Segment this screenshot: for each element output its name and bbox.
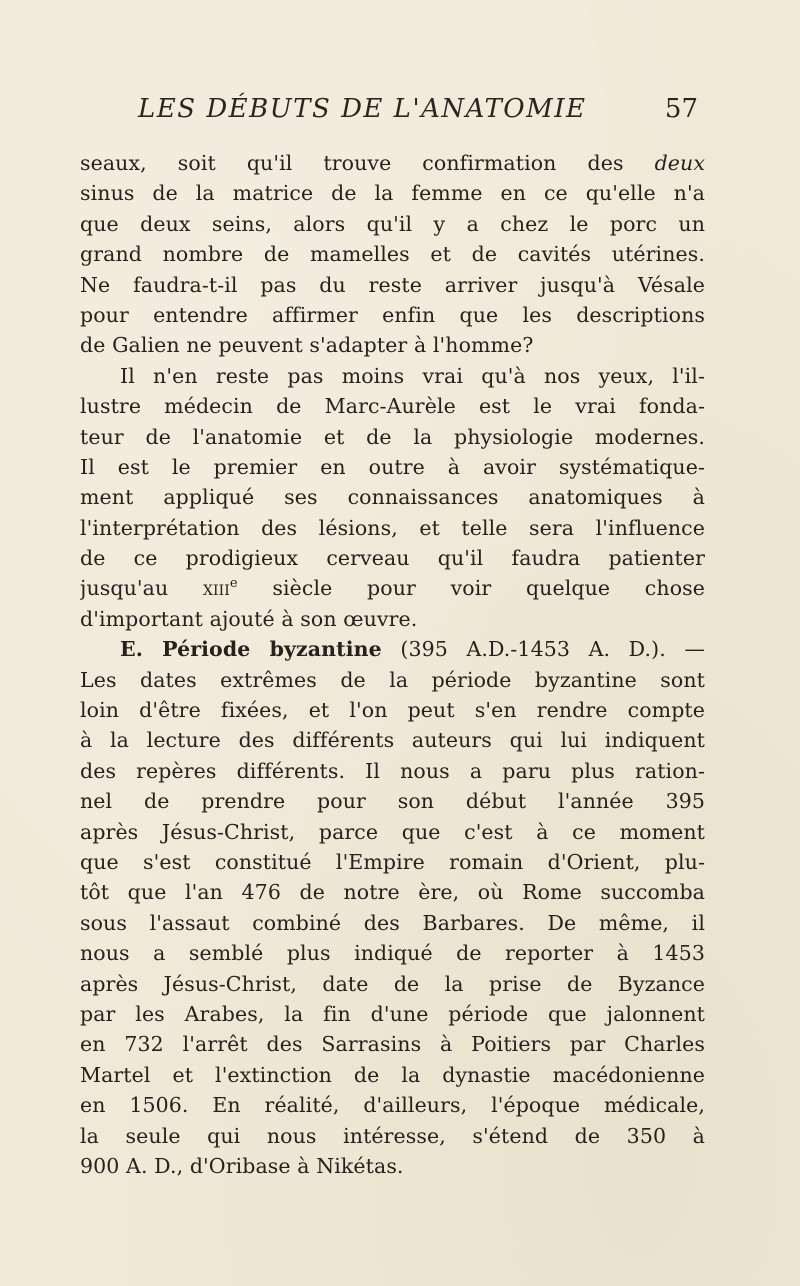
text-line: en 732 l'arrêt des Sarrasins à Poitiers par Charles — [80, 1032, 705, 1057]
text-line: tôt que l'an 476 de notre ère, où Rome succomba — [80, 880, 705, 905]
text-line: à la lecture des différents auteurs qui lui indiquent — [80, 728, 705, 753]
text-line: pour entendre affirmer enfin que les descriptions — [80, 302, 705, 327]
text-line: teur de l'anatomie et de la physiologie modernes. — [80, 424, 705, 449]
text-line: par les Arabes, la fin d'une période que jalonnent — [80, 1001, 705, 1026]
text-line: de ce prodigieux cerveau qu'il faudra patienter — [80, 546, 705, 571]
text-line: Il n'en reste pas moins vrai qu'à nos yeux, l'il- — [120, 363, 705, 388]
text-line: grand nombre de mamelles et de cavités utérines. — [80, 242, 705, 267]
text-line: d'important ajouté à son œuvre. — [80, 606, 418, 631]
text-line: lustre médecin de Marc-Aurèle est le vrai fonda- — [80, 394, 705, 419]
text-line: après Jésus-Christ, date de la prise de Byzance — [80, 971, 705, 996]
text-line: Les dates extrêmes de la période byzantine sont — [80, 667, 705, 692]
text-line: la seule qui nous intéresse, s'étend de 350 à — [80, 1123, 705, 1148]
running-title: LES DÉBUTS DE L'ANATOMIE — [138, 94, 587, 124]
text-line: que s'est constitué l'Empire romain d'Orient, plu- — [80, 849, 705, 874]
text-line: Ne faudra-t-il pas du reste arriver jusqu'à Vésale — [80, 272, 705, 297]
text-line: 900 A. D., d'Oribase à Nikétas. — [80, 1153, 404, 1178]
text-line: de Galien ne peuvent s'adapter à l'homme? — [80, 333, 534, 358]
text-line — [80, 573, 705, 603]
text-span: jusqu'au — [80, 576, 203, 601]
text-span: (395 A.D.-1453 A. D.). — — [381, 637, 705, 662]
text-line: ment appliqué ses connaissances anatomiques à — [80, 485, 705, 510]
text-line: Martel et l'extinction de la dynastie macédonienne — [80, 1062, 705, 1087]
text-line: que deux seins, alors qu'il y a chez le porc un — [80, 211, 705, 236]
text-line: nel de prendre pour son début l'année 395 — [80, 789, 705, 814]
section-heading: E. Période byzantine — [120, 637, 382, 662]
page-header — [138, 94, 698, 134]
text-line: loin d'être fixées, et l'on peut s'en rendre compte — [80, 698, 705, 723]
text-line: en 1506. En réalité, d'ailleurs, l'époque médicale, — [80, 1093, 705, 1118]
body-text — [80, 148, 705, 1181]
section-heading-line — [80, 634, 705, 664]
italic-word: deux — [654, 151, 705, 175]
text-line: sous l'assaut combiné des Barbares. De même, il — [80, 910, 705, 935]
roman-numeral: xiii — [202, 576, 230, 601]
text-line: nous a semblé plus indiqué de reporter à 1453 — [80, 941, 705, 966]
text-line: après Jésus-Christ, parce que c'est à ce moment — [80, 819, 705, 844]
text-line: des repères différents. Il nous a paru plus ration- — [80, 758, 705, 783]
text-span: seaux, soit qu'il trouve confirmation des — [80, 151, 655, 175]
superscript: e — [229, 576, 238, 592]
page-number: 57 — [664, 94, 698, 124]
text-line — [80, 148, 705, 178]
text-span: siècle pour voir quelque chose — [237, 576, 705, 601]
text-line: sinus de la matrice de la femme en ce qu'elle n'a — [80, 181, 705, 206]
text-line: Il est le premier en outre à avoir systématique- — [80, 454, 705, 479]
text-line: l'interprétation des lésions, et telle sera l'influence — [80, 515, 705, 540]
